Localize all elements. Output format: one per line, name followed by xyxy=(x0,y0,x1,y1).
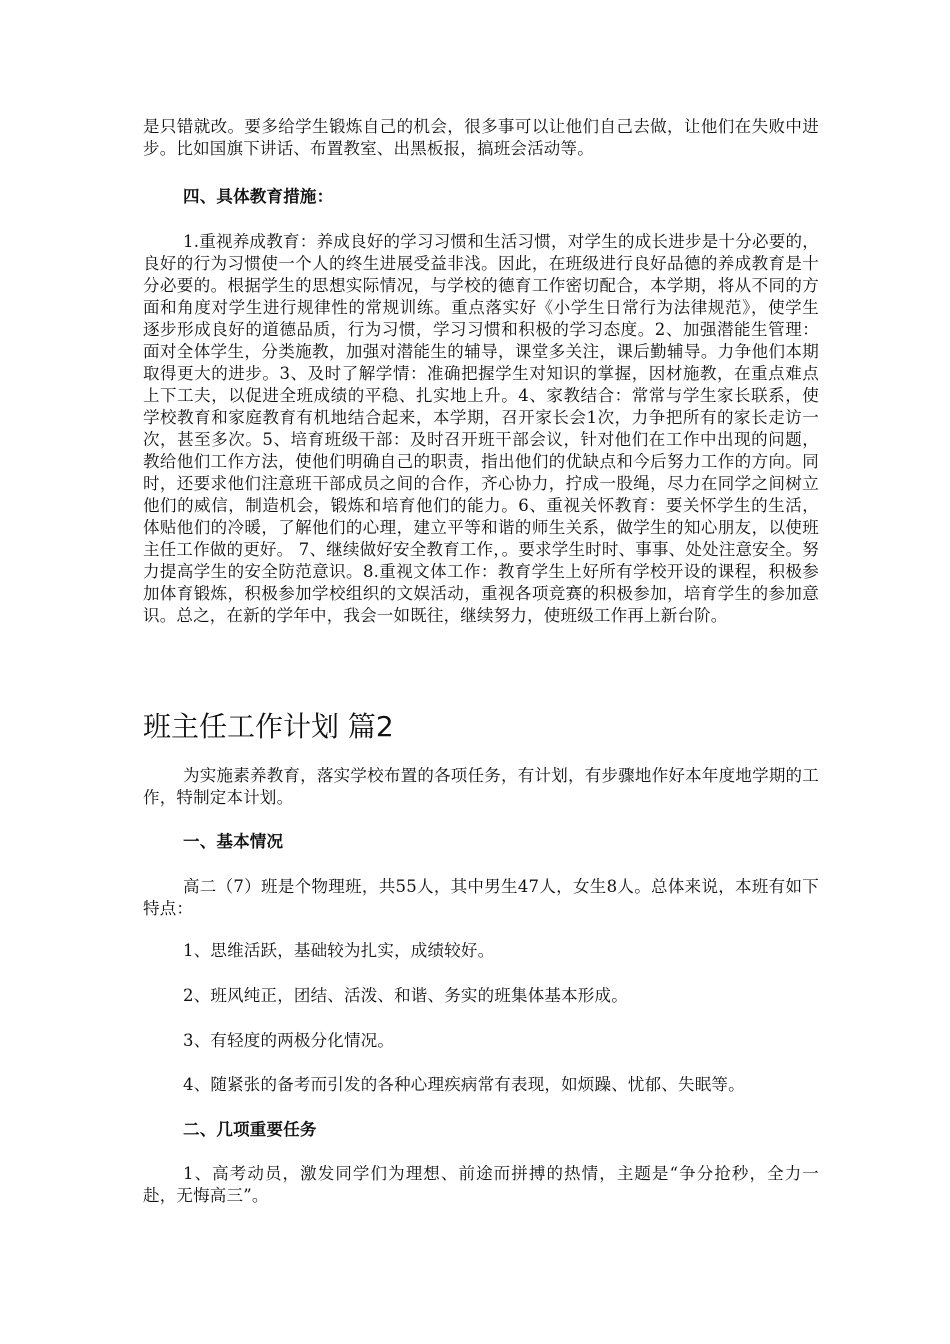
list-item: 1、思维活跃，基础较为扎实，成绩较好。 xyxy=(183,941,495,960)
section-4-heading: 四、具体教育措施： xyxy=(183,187,334,206)
task-1-paragraph: 1、高考动员，激发同学们为理想、前途而拼搏的热情，主题是“争分抢秒，全力一赴，无悔高三”。 xyxy=(143,1164,819,1205)
section-4-body: 1.重视养成教育：养成良好的学习习惯和生活习惯，对学生的成长进步是十分必要的，良好的行为习惯使一个人的终生进展受益非浅。因此，在班级进行良好品德的养成教育是十分必要的。根据学生的思想实际情况，与学校的德育工作密切配合，本学期，将从不同的方面和角度对学生进行规律性的常规训练。重点落实好《小学生日常行为法律规范》，使学生逐步形成良好的道德品质，行为习惯，学习习惯和积极的学习态度。2、加强潜能生管理：面对全体学生，分类施教，加强对潜能生的辅导，课堂多关注，课后勤辅导。力争他们本期取得更大的进步。3、及时了解学情：准确把握学生对知识的掌握，因材施教，在重点难点上下工夫，以促进全班成绩的平稳、扎实地上升。4、家教结合：常常与学生家长联系，使学校教育和家庭教育有机地结合起来，本学期，召开家长会1次，力争把所有的家长走访一次，甚至多次。5、培育班级干部：及时召开班干部会议，针对他们在工作中出现的问题，教给他们工作方法，使他们明确自己的职责，指出他们的优缺点和今后努力工作的方向。同时，还要求他们注意班干部成员之间的合作，齐心协力，拧成一股绳，尽力在同学之间树立他们的威信，制造机会，锻炼和培育他们的能力。6、重视关怀教育：要关怀学生的生活，体贴他们的冷暖，了解他们的心理，建立平等和谐的师生关系，做学生的知心朋友，以使班主任工作做的更好。 7、继续做好安全教育工作，。要求学生时时、事事、处处注意安全。努力提高学生的安全防范意识。8.重视文体工作：教育学生上好所有学校开设的课程，积极参加体育锻炼，积极参加学校组织的文娱活动，重视各项竞赛的积极参加，培育学生的参加意识。总之，在新的学年中，我会一如既往，继续努力，使班级工作再上新台阶。 xyxy=(143,232,819,625)
list-item: 4、随紧张的备考而引发的各种心理疾病常有表现，如烦躁、忧郁、失眠等。 xyxy=(183,1075,745,1094)
tasks-heading: 二、几项重要任务 xyxy=(183,1120,317,1139)
list-item: 2、班风纯正，团结、活泼、和谐、务实的班集体基本形成。 xyxy=(183,986,628,1005)
basic-situation-heading: 一、基本情况 xyxy=(183,832,284,851)
plan-2-intro: 为实施素养教育，落实学校布置的各项任务，有计划，有步骤地作好本年度地学期的工作，特制定本计划。 xyxy=(143,766,819,807)
basic-situation-body: 高二（7）班是个物理班，共55人，其中男生47人，女生8人。总体来说，本班有如下特点： xyxy=(143,877,819,918)
plan-2-title: 班主任工作计划 篇2 xyxy=(143,710,394,743)
list-item: 3、有轻度的两极分化情况。 xyxy=(183,1031,395,1050)
intro-tail-paragraph: 是只错就改。要多给学生锻炼自己的机会，很多事可以让他们自己去做，让他们在失败中进步。比如国旗下讲话、布置教室、出黑板报，搞班会活动等。 xyxy=(143,117,819,158)
